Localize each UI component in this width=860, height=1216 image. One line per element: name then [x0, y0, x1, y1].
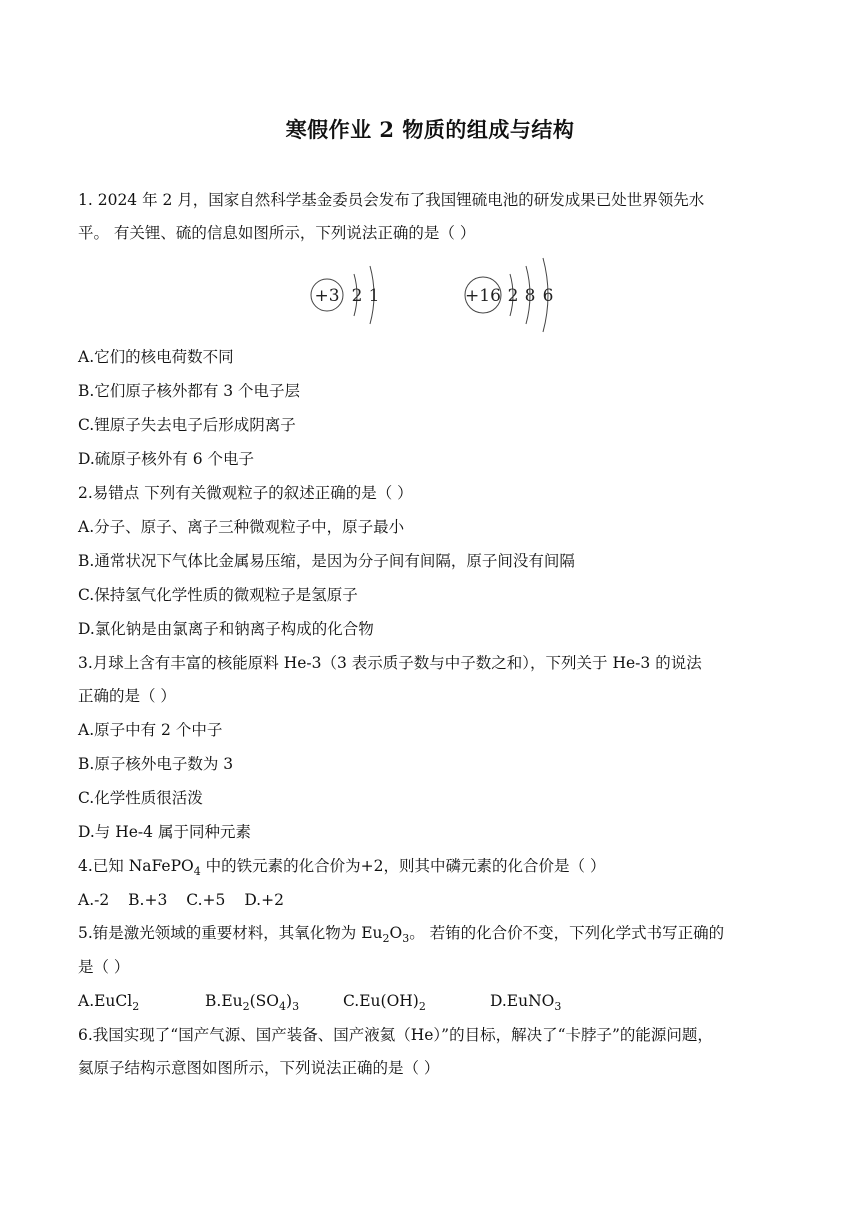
- q4-option-c: C.+5: [186, 891, 226, 909]
- q6-stem-line1: 6.我国实现了“国产气源、国产装备、国产液氦（He）”的目标，解决了“卡脖子”的能源问题，: [78, 1026, 713, 1044]
- q2-option-a: A.分子、原子、离子三种微观粒子中，原子最小: [78, 518, 405, 536]
- sulfur-atom-diagram: [465, 258, 553, 332]
- q5-option-d-sub: 3: [554, 1000, 562, 1014]
- page-title: 寒假作业 2 物质的组成与结构: [285, 117, 575, 142]
- q5-option-b-text-1: B.Eu: [205, 992, 243, 1010]
- q4-stem-part-b: 中的铁元素的化合价为+2，则其中磷元素的化合价是（ ）: [200, 857, 606, 875]
- q1-option-d: D.硫原子核外有 6 个电子: [78, 450, 255, 468]
- q5-stem-part-c: 。 若铕的化合价不变，下列化学式书写正确的: [409, 924, 725, 942]
- sulfur-nucleus-charge: +16: [465, 286, 501, 306]
- q2-option-c: C.保持氢气化学性质的微观粒子是氢原子: [78, 586, 358, 604]
- lithium-atom-diagram: [311, 266, 379, 324]
- q5-option-b-sub-1: 2: [242, 1000, 250, 1014]
- q5-option-b-sub-3: 3: [292, 1000, 300, 1014]
- q6-stem-line2: 氦原子结构示意图如图所示，下列说法正确的是（ ）: [78, 1059, 440, 1077]
- q5-option-b: [205, 991, 299, 1017]
- q5-stem-line2: 是（ ）: [78, 958, 130, 976]
- q5-stem-sub-2: 3: [402, 932, 410, 946]
- atomic-structure-diagram: [300, 256, 580, 336]
- q3-stem-line1: 3.月球上含有丰富的核能原料 He-3（3 表示质子数与中子数之和），下列关于 He-3 的说法: [78, 654, 702, 672]
- q2-option-d: D.氯化钠是由氯离子和钠离子构成的化合物: [78, 620, 374, 638]
- q4-stem-subscript: 4: [193, 865, 201, 879]
- q2-option-b: B.通常状况下气体比金属易压缩，是因为分子间有间隔，原子间没有间隔: [78, 552, 575, 570]
- q3-option-c: C.化学性质很活泼: [78, 789, 203, 807]
- q3-option-b: B.原子核外电子数为 3: [78, 755, 234, 773]
- q5-option-d: [490, 991, 561, 1017]
- q1-option-a: A.它们的核电荷数不同: [78, 348, 234, 366]
- q5-stem-part-a: 5.铕是激光领域的重要材料，其氧化物为 Eu: [78, 924, 383, 942]
- q5-option-a-text: A.EuCl: [78, 992, 133, 1010]
- q4-options: [78, 890, 284, 910]
- q5-option-a: [78, 991, 139, 1017]
- q1-stem-line2: 平。 有关锂、硫的信息如图所示，下列说法正确的是（ ）: [78, 224, 476, 242]
- lithium-nucleus-charge: +3: [314, 286, 340, 306]
- q5-option-c: [343, 991, 426, 1017]
- q5-option-b-text-3: ): [286, 992, 293, 1010]
- q4-option-d: D.+2: [244, 891, 284, 909]
- q5-stem-part-b: O: [389, 924, 403, 942]
- q4-option-b: B.+3: [128, 891, 168, 909]
- sulfur-shell-1-electrons: 2: [507, 286, 519, 306]
- q4-option-a: A.-2: [78, 891, 110, 909]
- q5-option-b-text-2: (SO: [249, 992, 279, 1010]
- q3-stem-line2: 正确的是（ ）: [78, 687, 176, 705]
- q5-option-d-text: D.EuNO: [490, 992, 555, 1010]
- q3-option-d: D.与 He-4 属于同种元素: [78, 823, 251, 841]
- q3-option-a: A.原子中有 2 个中子: [78, 721, 223, 739]
- q5-option-c-sub: 2: [418, 1000, 426, 1014]
- q5-option-a-sub: 2: [132, 1000, 140, 1014]
- q1-option-c: C.锂原子失去电子后形成阴离子: [78, 416, 296, 434]
- q2-stem: 2.易错点 下列有关微观粒子的叙述正确的是（ ）: [78, 484, 413, 502]
- q1-stem-line1: 1. 2024 年 2 月，国家自然科学基金委员会发布了我国锂硫电池的研发成果已处世界领先水: [78, 191, 705, 209]
- q5-stem-sub-1: 2: [382, 932, 390, 946]
- lithium-shell-2-electrons: 1: [368, 286, 380, 306]
- lithium-shell-1-electrons: 2: [351, 286, 363, 306]
- q1-option-b: B.它们原子核外都有 3 个电子层: [78, 382, 301, 400]
- q5-option-b-sub-2: 4: [279, 1000, 286, 1014]
- q4-stem: [78, 856, 605, 882]
- q5-option-c-text: C.Eu(OH): [343, 992, 419, 1010]
- q4-stem-part-a: 4.已知 NaFePO: [78, 857, 194, 875]
- sulfur-shell-3-electrons: 6: [542, 286, 554, 306]
- q5-stem-line1: [78, 923, 724, 949]
- sulfur-shell-2-electrons: 8: [524, 286, 536, 306]
